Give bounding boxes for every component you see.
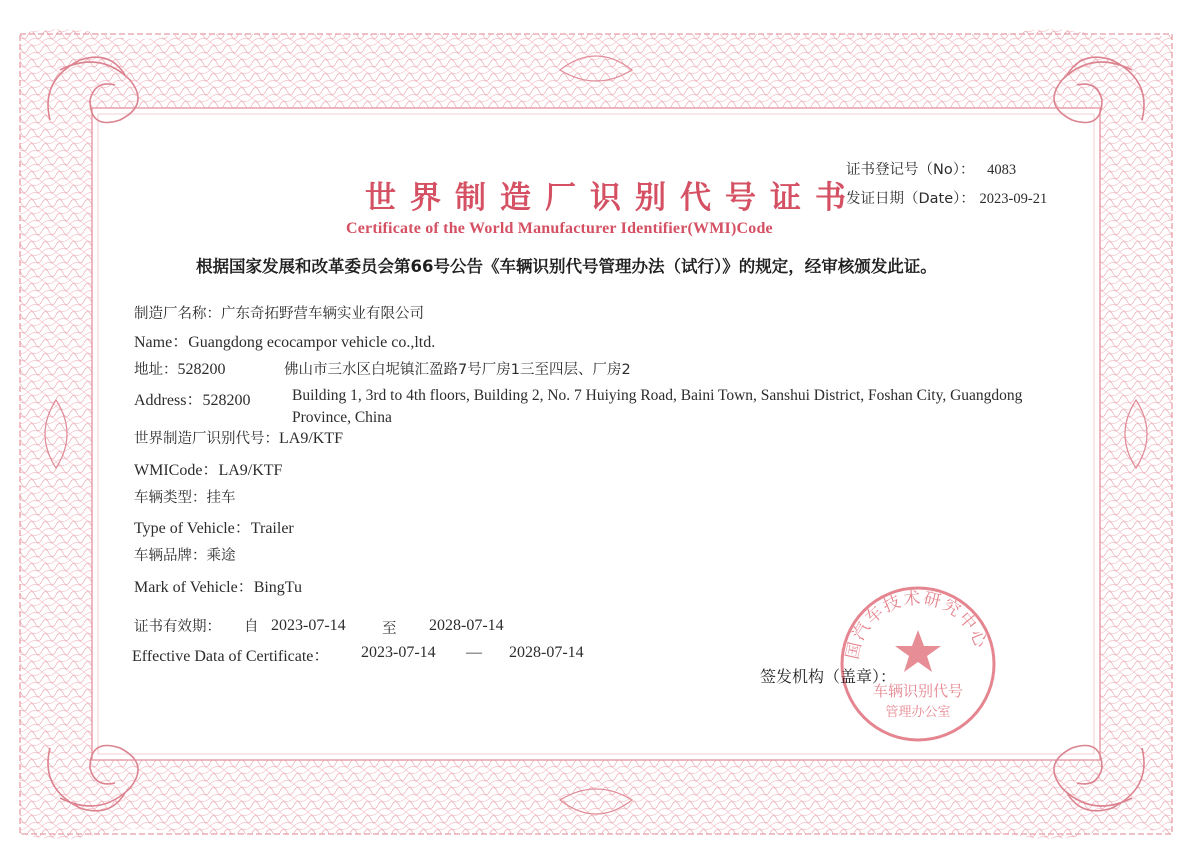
validity-cn-label: 证书有效期：	[134, 619, 221, 635]
seal-star-icon	[895, 630, 941, 672]
address-cn-value: 佛山市三水区白坭镇汇盈路7号厂房1三至四层、厂房2	[284, 362, 631, 378]
title-chinese: 世界制造厂识别代号证书	[365, 180, 860, 216]
issue-date-value: 2023-09-21	[979, 191, 1048, 207]
decree-statement: 根据国家发展和改革委员会第66号公告《车辆识别代号管理办法（试行）》的规定，经审核颁发此证。	[196, 257, 937, 276]
address-cn-label: 地址：	[134, 362, 178, 378]
type-en-value: Trailer	[250, 520, 294, 537]
wmi-en-label: WMICode：	[134, 462, 219, 479]
address-en-zip: 528200	[202, 392, 251, 409]
address-en-line1: Building 1, 3rd to 4th floors, Building 2, No. 7 Huiying Road, Baini Town, Sanshui District, Foshan City, Guangdong	[292, 387, 1023, 404]
mark-en-label: Mark of Vehicle：	[134, 579, 254, 596]
title-english: Certificate of the World Manufacturer Identifier(WMI)Code	[346, 220, 773, 237]
wmi-cn-value: LA9/KTF	[279, 430, 343, 447]
seal-inner-line2: 管理办公室	[885, 705, 951, 720]
wmi-en-value: LA9/KTF	[218, 462, 283, 479]
mark-en-value: BingTu	[253, 579, 303, 596]
reg-no-value: 4083	[987, 162, 1017, 178]
issue-date-label: 发证日期（Date）：	[846, 191, 975, 207]
validity-cn-to: 2028-07-14	[429, 617, 504, 634]
manufacturer-en-label: Name：	[134, 334, 189, 351]
validity-cn-from: 2023-07-14	[271, 617, 346, 634]
validity-cn-to-word: 至	[382, 621, 397, 637]
seal-inner-line1: 车辆识别代号	[872, 682, 964, 700]
type-en-label: Type of Vehicle：	[134, 520, 251, 537]
address-en-line2: Province, China	[292, 409, 392, 426]
manufacturer-cn-label: 制造厂名称：	[134, 306, 221, 322]
type-cn-label: 车辆类型：	[134, 490, 207, 506]
type-cn-value: 挂车	[206, 490, 236, 506]
validity-en-from: 2023-07-14	[361, 644, 436, 661]
mark-cn-label: 车辆品牌：	[134, 548, 207, 564]
manufacturer-cn-value: 广东奇拓野营车辆实业有限公司	[221, 306, 424, 322]
manufacturer-en-value: Guangdong ecocampor vehicle co.,ltd.	[188, 334, 436, 351]
address-cn-zip: 528200	[177, 361, 226, 378]
seal-ring-text: 国汽车技术研究中心	[842, 588, 992, 662]
validity-cn-from-word: 自	[244, 619, 259, 635]
validity-en-sep: —	[466, 644, 482, 661]
mark-cn-value: 乘途	[206, 548, 236, 564]
reg-no-label: 证书登记号（No）：	[846, 162, 975, 178]
wmi-cn-label: 世界制造厂识别代号：	[134, 431, 279, 447]
validity-en-label: Effective Data of Certificate：	[132, 648, 330, 665]
address-en-label: Address：	[134, 392, 203, 409]
issuing-authority-label: 签发机构（盖章）：	[760, 667, 897, 686]
validity-en-to: 2028-07-14	[509, 644, 584, 661]
